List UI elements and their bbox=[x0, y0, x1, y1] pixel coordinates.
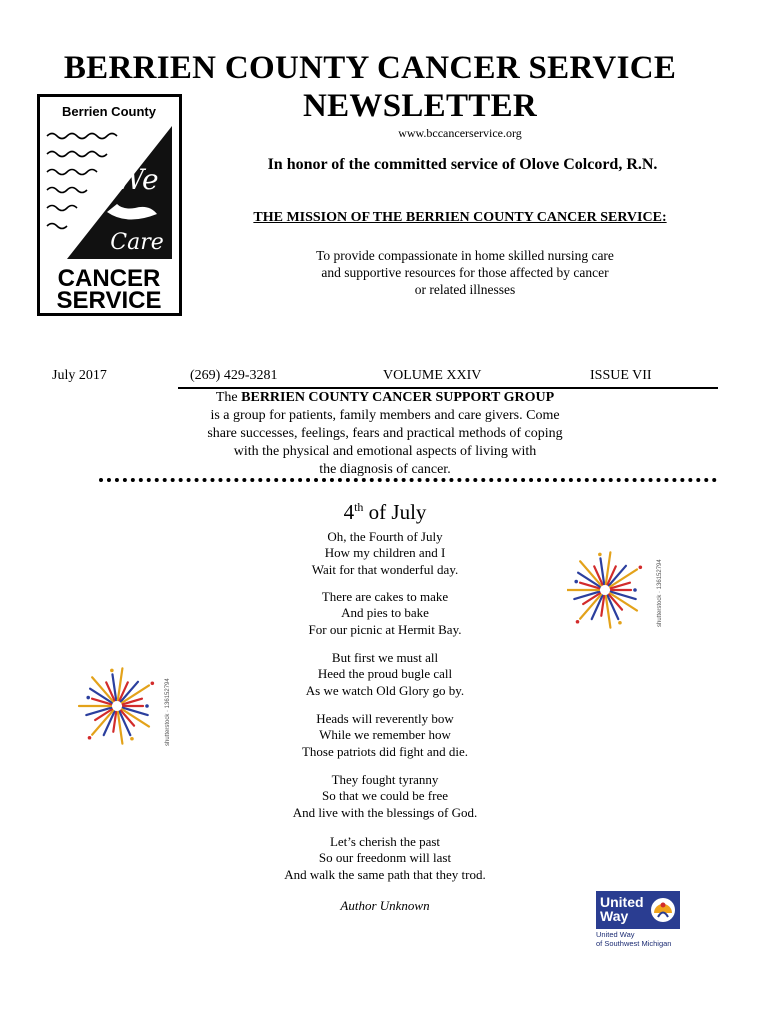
logo-top-text: Berrien County bbox=[62, 104, 156, 119]
volume-label: VOLUME XXIV bbox=[383, 368, 482, 383]
united-way-line1: United bbox=[600, 894, 644, 910]
poem-line: Oh, the Fourth of July bbox=[327, 529, 443, 544]
poem-line: So our freedonm will last bbox=[318, 850, 452, 866]
united-way-line2: Way bbox=[600, 908, 629, 924]
support-group-line: share successes, feelings, fears and practical methods of coping bbox=[207, 426, 563, 441]
fireworks-icon bbox=[567, 545, 667, 640]
poem-line: Heads will reverently bow bbox=[316, 711, 454, 726]
firework-spark bbox=[151, 681, 155, 685]
logo-bottom-cancer: CANCER bbox=[57, 265, 161, 292]
support-group-line: with the physical and emotional aspects of living with bbox=[233, 444, 537, 459]
support-group-line: the diagnosis of cancer. bbox=[319, 462, 451, 477]
poem-title-superscript: th bbox=[354, 500, 364, 514]
mission-heading bbox=[200, 210, 720, 226]
support-group-line: is a group for patients, family members and care givers. Come bbox=[210, 408, 560, 423]
logo-script-care: Care bbox=[110, 230, 164, 255]
poem-stanza bbox=[250, 834, 520, 883]
poem-line: While we remember how bbox=[319, 727, 451, 743]
poem-title-number: 4 bbox=[343, 500, 355, 524]
mission-statement bbox=[240, 247, 690, 298]
issue-date: July 2017 bbox=[52, 368, 107, 383]
poem-line: For our picnic at Hermit Bay. bbox=[308, 621, 462, 637]
support-group-blurb bbox=[180, 389, 590, 479]
firework-spark bbox=[130, 737, 134, 741]
website-link[interactable]: www.bccancerservice.org bbox=[398, 126, 522, 140]
poem-line: They fought tyranny bbox=[331, 772, 439, 787]
newsletter-title-line1: BERRIEN COUNTY CANCER SERVICE bbox=[63, 50, 677, 86]
firework-spark bbox=[110, 669, 114, 673]
mission-heading-text: THE MISSION OF THE BERRIEN COUNTY CANCER SERVICE bbox=[253, 210, 662, 225]
firework-spark bbox=[598, 553, 602, 557]
newsletter-title-line2: NEWSLETTER bbox=[302, 88, 538, 124]
firework-spark bbox=[86, 696, 90, 700]
mission-line: and supportive resources for those affected by cancer bbox=[321, 265, 609, 280]
support-group-line bbox=[180, 389, 590, 407]
firework-spark bbox=[639, 565, 643, 569]
issue-label: ISSUE VII bbox=[590, 368, 652, 383]
poem-line: And walk the same path that they trod. bbox=[284, 866, 486, 882]
mission-line: or related illnesses bbox=[414, 282, 516, 297]
united-way-caption bbox=[596, 930, 696, 948]
firework-spark bbox=[633, 588, 637, 592]
firework-spark bbox=[574, 580, 578, 584]
poem-line: But first we must all bbox=[331, 650, 439, 665]
poem-line: How my children and I bbox=[324, 545, 446, 561]
poem-author: Author Unknown bbox=[340, 898, 430, 913]
poem-line: And live with the blessings of God. bbox=[292, 804, 478, 820]
poem-title-text: of July bbox=[363, 500, 427, 524]
united-way-badge bbox=[596, 891, 680, 929]
poem-stanza bbox=[250, 589, 520, 638]
support-group-name: BERRIEN COUNTY CANCER SUPPORT GROUP bbox=[241, 390, 555, 405]
poem-stanza bbox=[250, 772, 520, 821]
poem-stanza bbox=[250, 529, 520, 578]
image-credit: shutterstock · 136152794 bbox=[657, 559, 663, 627]
united-way-caption-line2: of Southwest Michigan bbox=[596, 939, 672, 948]
poem-title bbox=[280, 500, 490, 525]
poem-line: So that we could be free bbox=[322, 788, 448, 804]
fireworks-icon bbox=[75, 664, 175, 759]
poem-line: Heed the proud bugle call bbox=[317, 666, 453, 682]
mission-heading-colon: : bbox=[661, 210, 667, 225]
issue-info-bar bbox=[52, 368, 718, 388]
poem-line: Those patriots did fight and die. bbox=[301, 743, 469, 759]
mission-line: To provide compassionate in home skilled nursing care bbox=[316, 248, 614, 263]
united-way-logo bbox=[596, 891, 686, 951]
poem-line: And pies to bake bbox=[341, 605, 429, 621]
poem-line: There are cakes to make bbox=[321, 589, 449, 604]
poem-stanza bbox=[250, 650, 520, 699]
firework-spark bbox=[88, 736, 92, 740]
poem-stanza bbox=[250, 711, 520, 760]
image-credit: shutterstock · 136152794 bbox=[165, 678, 171, 746]
firework-spark bbox=[145, 704, 149, 708]
cancer-service-logo bbox=[37, 94, 182, 316]
poem-line: As we watch Old Glory go by. bbox=[305, 682, 465, 698]
phone-number: (269) 429-3281 bbox=[190, 368, 278, 383]
honor-dedication: In honor of the committed service of Olove Colcord, R.N. bbox=[267, 156, 658, 173]
poem-line: Wait for that wonderful day. bbox=[311, 561, 459, 577]
support-group-prefix: The bbox=[215, 390, 242, 405]
firework-spark bbox=[618, 621, 622, 625]
poem-line: Let’s cherish the past bbox=[329, 834, 441, 849]
united-way-caption-line1: United Way bbox=[596, 930, 635, 939]
logo-bottom-service: SERVICE bbox=[56, 287, 162, 314]
logo-script-we: We bbox=[115, 163, 159, 196]
united-way-hand-icon bbox=[650, 897, 676, 923]
firework-spark bbox=[576, 620, 580, 624]
dotted-divider bbox=[99, 478, 717, 482]
